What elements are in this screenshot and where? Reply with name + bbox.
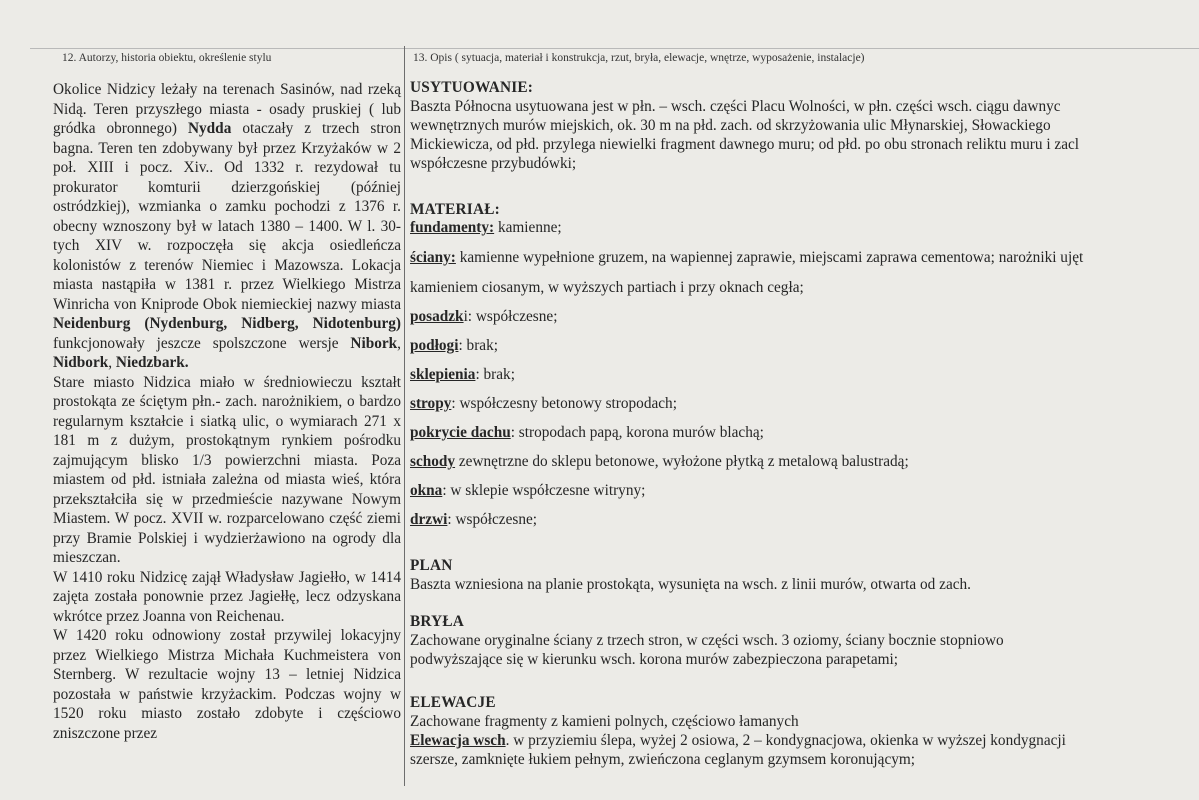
history-column <box>53 80 401 743</box>
bryla-heading: BRYŁA <box>410 613 465 630</box>
material-sciany-cont: kamieniem ciosanym, w wyższych partiach i przy oknach cegła; <box>410 279 804 296</box>
elewacja-wsch: Elewacja wsch. w przyziemiu ślepa, wyżej 2 osiowa, 2 – kondygnacjowa, okienka w wyższej kondygnacji <box>410 732 1066 749</box>
material-drzwi: drzwi: współczesne; <box>410 511 538 528</box>
elewacje-line-1: Zachowane fragmenty z kamieni polnych, częściowo łamanych <box>410 713 799 730</box>
material-sciany: ściany: kamienne wypełnione gruzem, na wapiennej zaprawie, miejscami zaprawa cementowa; narożniki ujęt <box>410 249 1084 266</box>
right-column-header: 13. Opis ( sytuacja, materiał i konstrukcja, rzut, bryła, elewacje, wnętrze, wyposażenie, instalacje) <box>413 52 865 64</box>
material-schody: schody zewnętrzne do sklepu betonowe, wyłożone płytką z metalową balustradą; <box>410 453 909 470</box>
material-heading: MATERIAŁ: <box>410 201 500 218</box>
plan-heading: PLAN <box>410 557 453 574</box>
history-paragraph-4: W 1420 roku odnowiony został przywilej lokacyjny przez Wielkiego Mistrza Michała Kuchmeistera von Sternberg. W rezultacie wojny 13 – letniej Nidzica pozostała w państwie krzyżackim. Podczas wojny w 1520 roku miasto zostało zdobyte i częściowo zniszczone przez <box>53 627 401 742</box>
material-podlogi: podłogi: brak; <box>410 337 498 354</box>
usytuowanie-line-2: wewnętrznych murów miejskich, ok. 30 m na płd. zach. od skrzyżowania ulic Młynarskiej, Słowackiego <box>410 117 1051 134</box>
nydda-term: Nydda <box>187 120 232 137</box>
nibork-term: Nibork <box>350 334 398 352</box>
material-stropy: stropy: współczesny betonowy stropodach; <box>410 395 677 412</box>
neidenburg-term: Neidenburg (Nydenburg, Nidberg, Nidotenburg) <box>53 315 401 332</box>
usytuowanie-line-3: Mickiewicza, od płd. przylega niewielki fragment dawnego muru; od płd. po obu stronach reliktu muru i zacl <box>410 136 1080 153</box>
bryla-line-1: Zachowane oryginalne ściany z trzech stron, w części wsch. 3 oziomy, ściany bocznie stopniowo <box>410 632 1004 649</box>
column-divider <box>404 46 405 786</box>
description-column <box>410 78 1199 788</box>
usytuowanie-line-1: Baszta Północna usytuowana jest w płn. – wsch. części Placu Wolności, w płn. części wsch. ciągu dawnyc <box>410 98 1061 115</box>
elewacje-heading: ELEWACJE <box>410 694 496 711</box>
history-paragraph-3: W 1410 roku Nidzicę zajął Władysław Jagiełło, w 1414 zajęta została ponownie przez Jagiełłę, lecz odzyskana wkrótce przez Joanna von Reichenau. <box>53 568 401 625</box>
material-fundamenty: fundamenty: kamienne; <box>410 219 562 236</box>
nidbork-term: Nidbork <box>53 354 109 371</box>
niedzbark-term: Niedzbark. <box>115 354 189 371</box>
elewacje-line-2: szersze, zamknięte łukiem pełnym, zwieńczona ceglanym gzymsem koronującym; <box>410 751 916 768</box>
usytuowanie-line-4: współczesne przybudówki; <box>410 155 577 172</box>
material-posadzki: posadzki: współczesne; <box>410 308 558 325</box>
history-paragraph-1: Okolice Nidzicy leżały na terenach Sasinów, nad rzeką Nidą. Teren przyszłego miasta - osady pruskiej ( lub gródka obronnego) Nydda otaczały z trzech stron bagna. Teren ten zdobywany był przez Krzyżaków w 2 poł. XIII i pocz. Xiv.. Od 1332 r. rezydował tu prokurator komturii dzierzgońskiej (później ostródzkiej), wzmianka o zamku pochodzi z 1376 r. obecny wznoszony był w latach 1380 – 1400. W l. 30-tych XIV w. rozpoczęła się akcja osiedleńcza kolonistów z terenów Niemiec i Mazowsza. Lokacja miasta nastąpiła w 1381 r. przez Wielkiego Mistrza Winricha von Kniprode Obok niemieckiej nazwy miasta Neidenburg (Nydenburg, Nidberg, Nidotenburg) funkcjonowały jeszcze spolszczone wersje Nibork, Nidbork, Niedzbark. <box>53 81 401 371</box>
left-column-header: 12. Autorzy, historia obiektu, określenie stylu <box>62 52 272 64</box>
material-sklepienia: sklepienia: brak; <box>410 366 515 383</box>
history-paragraph-2: Stare miasto Nidzica miało w średniowieczu kształt prostokąta ze ściętym płn.- zach. narożnikiem, o bardzo regularnym kształcie i siatką ulic, o wymiarach 271 x 181 m z dużym, prostokątnym rynkiem pośrodku zajmującym blisko 1/3 powierzchni miasta. Poza miastem od płd. istniała zależna od miasta wieś, która przekształciła się w przedmieście nazywane Nowym Miastem. W pocz. XVII w. rozparcelowano część ziemi przy Bramie Polskiej i wydzierżawiono na ogrody dla mieszczan. <box>53 373 401 566</box>
bryla-line-2: podwyższające się w kierunku wsch. korona murów zabezpieczona parapetami; <box>410 651 899 668</box>
usytuowanie-heading: USYTUOWANIE: <box>410 79 534 96</box>
header-divider <box>30 48 1199 49</box>
plan-line-1: Baszta wzniesiona na planie prostokąta, wysunięta na wsch. z linii murów, otwarta od zach. <box>410 576 971 593</box>
material-pokrycie-dachu: pokrycie dachu: stropodach papą, korona murów blachą; <box>410 424 764 441</box>
material-okna: okna: w sklepie współczesne witryny; <box>410 482 646 499</box>
